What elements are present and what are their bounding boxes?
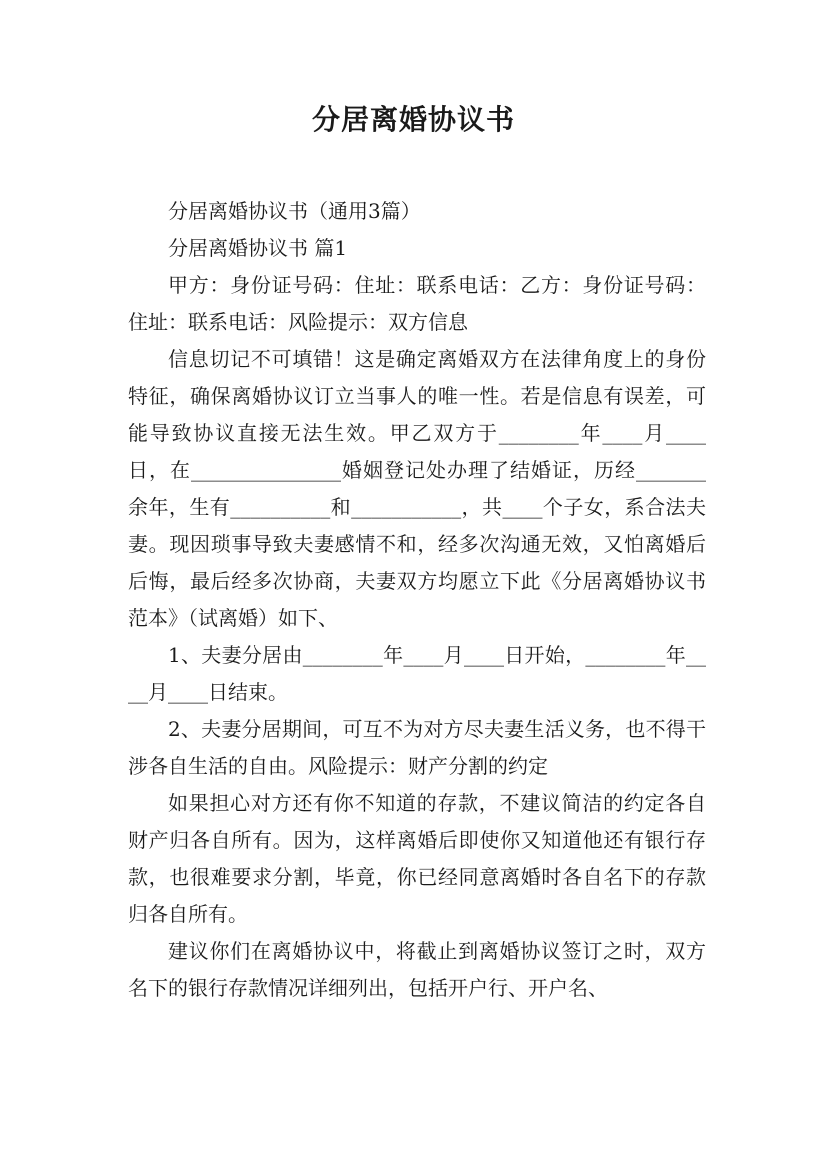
paragraph-suggestion: 建议你们在离婚协议中，将截止到离婚协议签订之时，双方名下的银行存款情况详细列出，包括开户行、开户名、 [128,939,706,1000]
paragraph-section-title: 分居离婚协议书 篇1 [168,236,348,260]
paragraph-info-warning: 信息切记不可填错！这是确定离婚双方在法律角度上的身份特征，确保离婚协议订立当事人的唯一性。若是信息有误差，可能导致协议直接无法生效。甲乙双方于________年____月____日，在_______________婚姻登记处办理了结婚证，历经_______余年，生有__________和___________，共____个子女，系合法夫妻。现因琐事导致夫妻感情不和，经多次沟通无效，又怕离婚后后悔，最后经多次协商，夫妻双方均愿立下此《分居离婚协议书范本》（试离婚）如下、 [128,347,706,630]
paragraph-clause-2: 2、夫妻分居期间，可互不为对方尽夫妻生活义务，也不得干涉各自生活的自由。风险提示：财产分割的约定 [128,717,706,778]
paragraph-deposit-note: 如果担心对方还有你不知道的存款，不建议简洁的约定各自财产归各自所有。因为，这样离婚后即使你又知道他还有银行存款，也很难要求分割，毕竟，你已经同意离婚时各自名下的存款归各自所有。 [128,791,706,926]
paragraph-clause-1: 1、夫妻分居由________年____月____日开始，________年____月____日结束。 [128,643,706,704]
document-title: 分居离婚协议书 [311,103,515,136]
paragraph-heading: 分居离婚协议书（通用3篇） [168,199,421,223]
paragraph-parties: 甲方：身份证号码：住址：联系电话：乙方：身份证号码：住址：联系电话：风险提示：双方信息 [128,273,706,334]
document-body [128,193,706,1007]
